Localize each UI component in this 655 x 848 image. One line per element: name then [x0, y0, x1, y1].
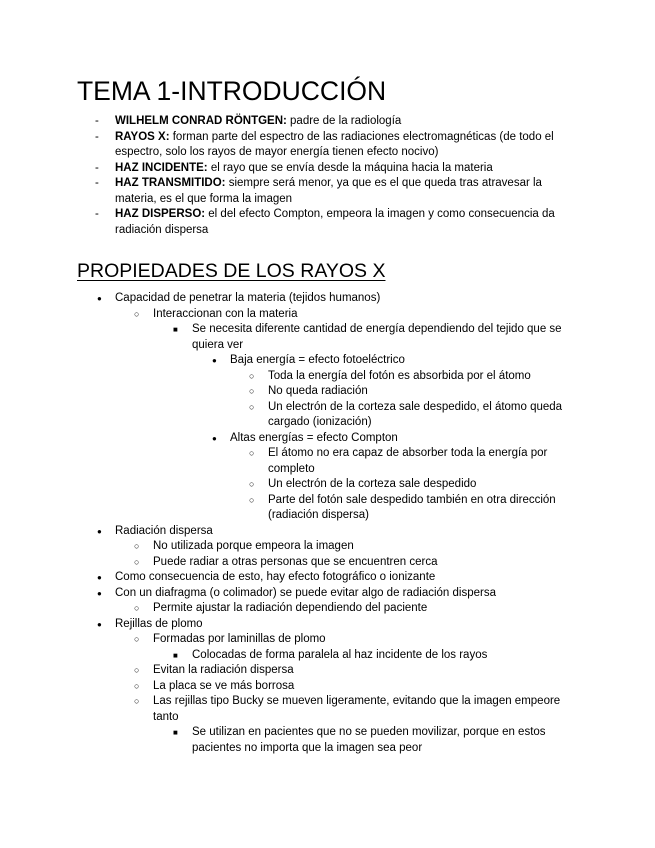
list-item — [115, 524, 580, 571]
intro-item — [115, 114, 580, 130]
list-item-text: Las rejillas tipo Bucky se mueven ligeramente, evitando que la imagen empeore tanto — [153, 695, 561, 723]
list-item — [230, 431, 580, 524]
list-item — [153, 679, 580, 695]
list-item — [230, 353, 580, 431]
intro-item — [115, 176, 580, 207]
list-item-text: Permite ajustar la radiación dependiendo del paciente — [153, 602, 428, 614]
intro-text: padre de la radiología — [286, 115, 402, 127]
list-item — [192, 322, 580, 524]
list-item-text: Capacidad de penetrar la materia (tejidos humanos) — [115, 292, 381, 304]
list-item — [268, 384, 580, 400]
list-item — [153, 632, 580, 663]
list-item-text: Colocadas de forma paralela al haz incidente de los rayos — [192, 648, 488, 661]
list-item-text: Radiación dispersa — [115, 524, 213, 537]
intro-term: HAZ INCIDENTE: — [115, 161, 208, 174]
list-item-text: Evitan la radiación dispersa — [153, 664, 294, 676]
list-item — [153, 601, 580, 617]
list-item — [115, 586, 580, 617]
intro-item — [115, 207, 580, 238]
list-item-text: Formadas por laminillas de plomo — [153, 633, 326, 645]
intro-item — [115, 161, 580, 177]
list-item — [192, 648, 580, 664]
list-item — [268, 400, 580, 431]
intro-text: el del efecto Compton, empeora la imagen y como consecuencia da radiación dispersa — [115, 208, 555, 236]
list-item — [153, 663, 580, 679]
list-item — [268, 446, 580, 477]
list-item-text: Un electrón de la corteza sale despedido — [268, 478, 477, 490]
intro-term: RAYOS X: — [115, 130, 170, 143]
intro-list — [115, 114, 580, 238]
intro-term: HAZ TRANSMITIDO: — [115, 177, 226, 189]
list-item — [268, 493, 580, 524]
intro-item — [115, 130, 580, 161]
intro-text: siempre será menor, ya que es el que queda tras atravesar la materia, es el que forma la imagen — [115, 177, 542, 205]
list-item — [115, 617, 580, 757]
list-item-text: La placa se ve más borrosa — [153, 679, 295, 692]
list-item-text: Parte del fotón sale despedido también en otra dirección (radiación dispersa) — [268, 493, 556, 521]
list-item-text: El átomo no era capaz de absorber toda la energía por completo — [268, 447, 548, 475]
list-item-text: Interaccionan con la materia — [153, 307, 298, 320]
list-item — [153, 539, 580, 555]
list-item — [115, 291, 580, 524]
list-item — [192, 725, 580, 756]
list-item — [153, 555, 580, 571]
list-item-text: Altas energías = efecto Compton — [230, 431, 398, 444]
list-item-text: Un electrón de la corteza sale despedido, el átomo queda cargado (ionización) — [268, 400, 563, 428]
list-item — [153, 307, 580, 524]
list-item-text: Rejillas de plomo — [115, 617, 203, 630]
list-item-text: Con un diafragma (o colimador) se puede evitar algo de radiación dispersa — [115, 586, 496, 599]
section-heading: PROPIEDADES DE LOS RAYOS X — [77, 260, 386, 282]
list-item — [268, 369, 580, 385]
list-item-text: Se necesita diferente cantidad de energía dependiendo del tejido que se quiera ver — [192, 323, 562, 351]
list-item-text: Toda la energía del fotón es absorbida por el átomo — [268, 369, 531, 382]
list-item — [115, 570, 580, 586]
list-item-text: Como consecuencia de esto, hay efecto fotográfico o ionizante — [115, 571, 436, 583]
properties-list — [115, 291, 580, 756]
list-item-text: Puede radiar a otras personas que se encuentren cerca — [153, 555, 438, 568]
list-item — [153, 694, 580, 756]
list-item-text: Baja energía = efecto fotoeléctrico — [230, 354, 405, 366]
intro-text: el rayo que se envía desde la máquina hacia la materia — [207, 161, 493, 174]
intro-term: HAZ DISPERSO: — [115, 208, 206, 220]
page-title: TEMA 1-INTRODUCCIÓN — [77, 76, 387, 106]
intro-term: WILHELM CONRAD RÖNTGEN: — [115, 115, 287, 127]
list-item-text: No utilizada porque empeora la imagen — [153, 540, 354, 552]
list-item-text: Se utilizan en pacientes que no se pueden movilizar, porque en estos pacientes no importa que la imagen sea peor — [192, 726, 546, 754]
list-item — [268, 477, 580, 493]
list-item-text: No queda radiación — [268, 385, 368, 397]
intro-text: forman parte del espectro de las radiaciones electromagnéticas (de todo el espectro, solo los rayos de mayor energía tienen efecto nocivo) — [115, 130, 554, 158]
